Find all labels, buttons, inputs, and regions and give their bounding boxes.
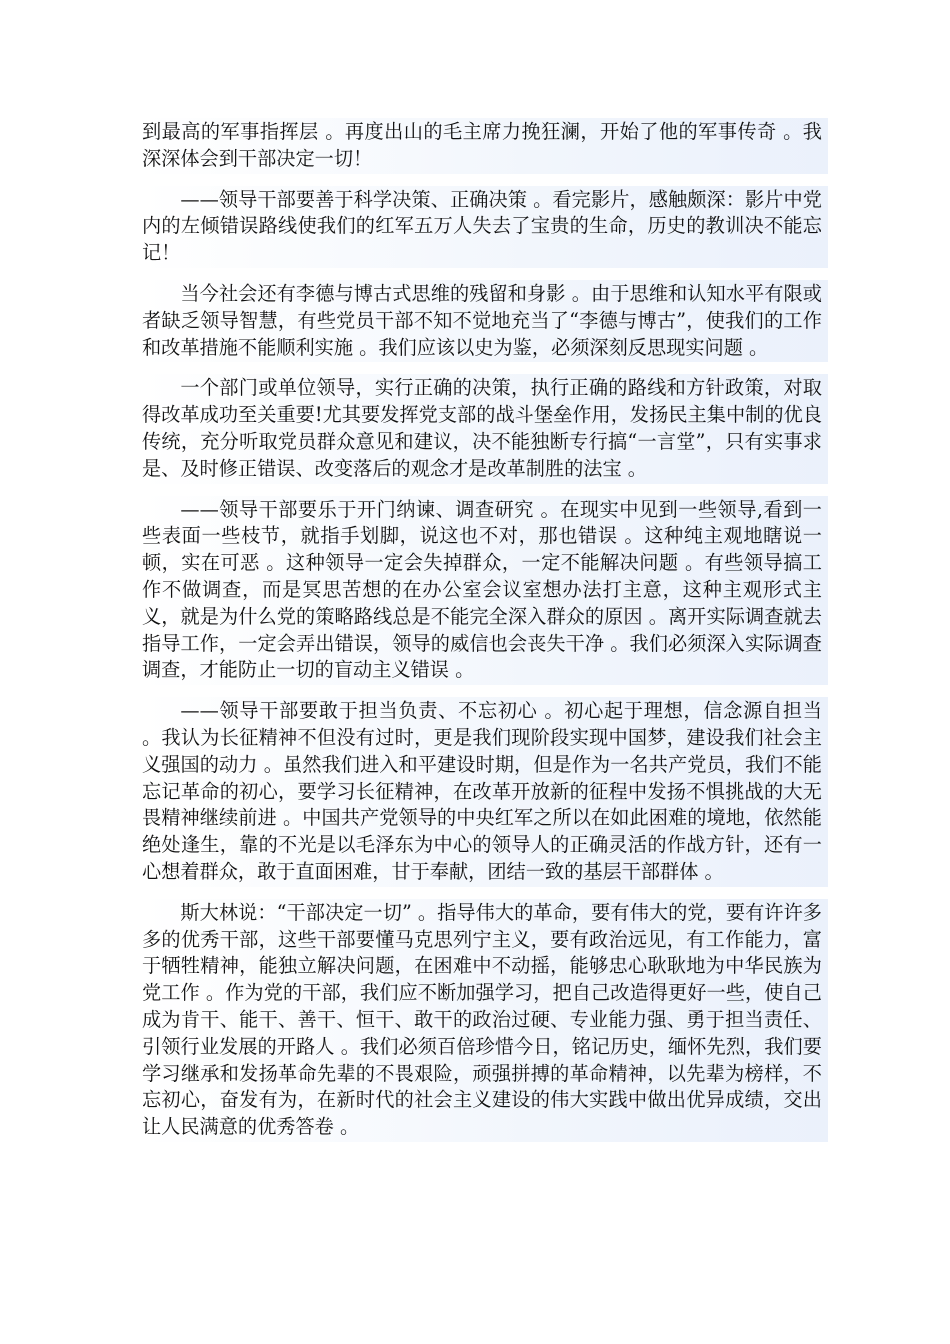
paragraph-2: ——领导干部要善于科学决策、正确决策 。看完影片，感触颇深：影片中党内的左倾错误路线使我们的红军五万人失去了宝贵的生命，历史的教训决不能忘记！ bbox=[142, 186, 828, 268]
paragraph-7: 斯大林说：“干部决定一切” 。指导伟大的革命，要有伟大的党，要有许许多多的优秀干部，这些干部要懂马克思列宁主义，要有政治远见，有工作能力，富于牺牲精神，能独立解决问题，在困难中不动摇，能够忠心耿耿地为中华民族为党工作 。作为党的干部，我们应不断加强学习，把自己改造得更好一些，使自己成为肯干、能干、善干、恒干、敢干的政治过硬、专业能力强、勇于担当责任、引领行业发展的开路人 。我们必须百倍珍惜今日，铭记历史，缅怀先烈，我们要学习继承和发扬革命先辈的不畏艰险，顽强拼搏的革命精神，以先辈为榜样，不忘初心，奋发有为，在新时代的社会主义建设的伟大实践中做出优异成绩，交出让人民满意的优秀答卷 。 bbox=[142, 899, 828, 1142]
paragraph-4: 一个部门或单位领导，实行正确的决策，执行正确的路线和方针政策，对取得改革成功至关重要!尤其要发挥党支部的战斗堡垒作用，发扬民主集中制的优良传统，充分听取党员群众意见和建议，决不能独断专行搞“一言堂”，只有实事求是、及时修正错误、改变落后的观念才是改革制胜的法宝 。 bbox=[142, 374, 828, 483]
paragraph-1: 到最高的军事指挥层 。再度出山的毛主席力挽狂澜，开始了他的军事传奇 。我深深体会到干部决定一切！ bbox=[142, 118, 828, 174]
paragraph-6: ——领导干部要敢于担当负责、不忘初心 。初心起于理想，信念源自担当 。我认为长征精神不但没有过时，更是我们现阶段实现中国梦，建设我们社会主义强国的动力 。虽然我们进入和平建设时期，但是作为一名共产党员，我们不能忘记革命的初心，要学习长征精神，在改革开放新的征程中发扬不惧挑战的大无畏精神继续前进 。中国共产党领导的中央红军之所以在如此困难的境地，依然能绝处逢生，靠的不光是以毛泽东为中心的领导人的正确灵活的作战方针，还有一心想着群众，敢于直面困难，甘于奉献，团结一致的基层干部群体 。 bbox=[142, 697, 828, 887]
paragraph-5: ——领导干部要乐于开门纳谏、调查研究 。在现实中见到一些领导,看到一些表面一些枝节，就指手划脚，说这也不对，那也错误 。这种纯主观地瞎说一顿，实在可恶 。这种领导一定会失掉群众，一定不能解决问题 。有些领导搞工作不做调查，而是冥思苦想的在办公室会议室想办法打主意，这种主观形式主义，就是为什么党的策略路线总是不能完全深入群众的原因 。离开实际调查就去指导工作，一定会弄出错误，领导的威信也会丧失干净 。我们必须深入实际调查调查，才能防止一切的盲动主义错误 。 bbox=[142, 496, 828, 686]
document-body bbox=[142, 118, 828, 1154]
paragraph-3: 当今社会还有李德与博古式思维的残留和身影 。由于思维和认知水平有限或者缺乏领导智慧，有些党员干部不知不觉地充当了“李德与博古”，使我们的工作和改革措施不能顺利实施 。我们应该以史为鉴，必须深刻反思现实问题 。 bbox=[142, 280, 828, 362]
